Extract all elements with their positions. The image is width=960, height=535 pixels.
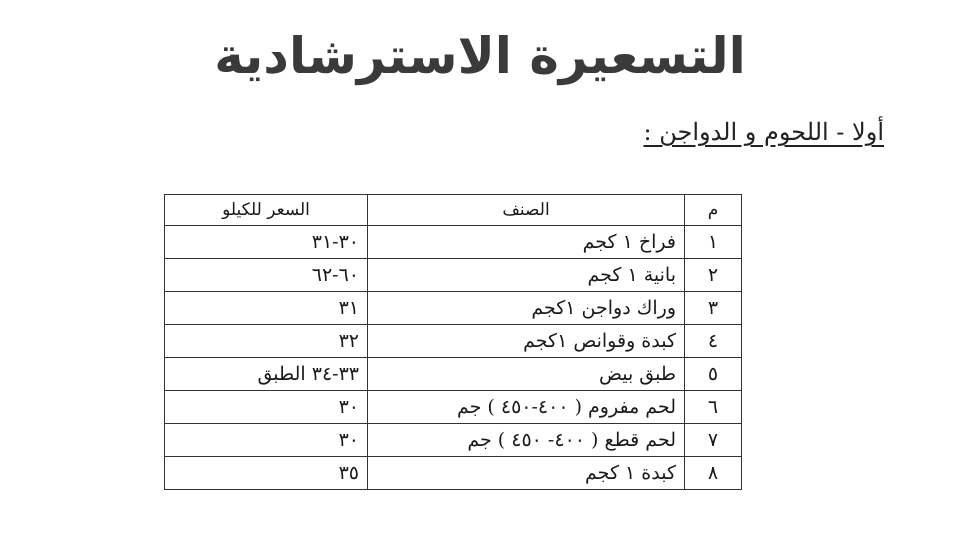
row-item: لحم مفروم ( ٤٠٠-٤٥٠ ) جم (368, 391, 685, 424)
row-item: كبدة وقوانص ١كجم (368, 325, 685, 358)
table-row (165, 391, 742, 424)
table-row (165, 292, 742, 325)
row-price: ٣٠ (165, 391, 368, 424)
table-row (165, 424, 742, 457)
row-price: ٣٢ (165, 325, 368, 358)
table-row (165, 325, 742, 358)
row-price: ٣٠ (165, 424, 368, 457)
section-heading: أولا - اللحوم و الدواجن : (643, 118, 884, 146)
row-num: ٢ (685, 259, 742, 292)
row-item: طبق بيض (368, 358, 685, 391)
page-title: التسعيرة الاسترشادية (214, 27, 746, 85)
row-price: ٦٠-٦٢ (165, 259, 368, 292)
row-item: وراك دواجن ١كجم (368, 292, 685, 325)
table-row (165, 457, 742, 490)
row-price: ٣٠-٣١ (165, 226, 368, 259)
row-num: ٦ (685, 391, 742, 424)
price-table (164, 194, 742, 490)
row-item: فراخ ١ كجم (368, 226, 685, 259)
row-num: ٤ (685, 325, 742, 358)
row-num: ٨ (685, 457, 742, 490)
row-price: ٣١ (165, 292, 368, 325)
row-item: بانية ١ كجم (368, 259, 685, 292)
table-row (165, 226, 742, 259)
row-price: ٣٣-٣٤ الطبق (165, 358, 368, 391)
table-row (165, 358, 742, 391)
row-num: ٥ (685, 358, 742, 391)
table-row (165, 259, 742, 292)
row-num: ٣ (685, 292, 742, 325)
row-price: ٣٥ (165, 457, 368, 490)
row-item: كبدة ١ كجم (368, 457, 685, 490)
header-item: الصنف (368, 195, 685, 226)
row-num: ١ (685, 226, 742, 259)
table-header-row (165, 195, 742, 226)
header-num: م (685, 195, 742, 226)
header-price: السعر للكيلو (165, 195, 368, 226)
row-item: لحم قطع ( ٤٠٠- ٤٥٠ ) جم (368, 424, 685, 457)
row-num: ٧ (685, 424, 742, 457)
